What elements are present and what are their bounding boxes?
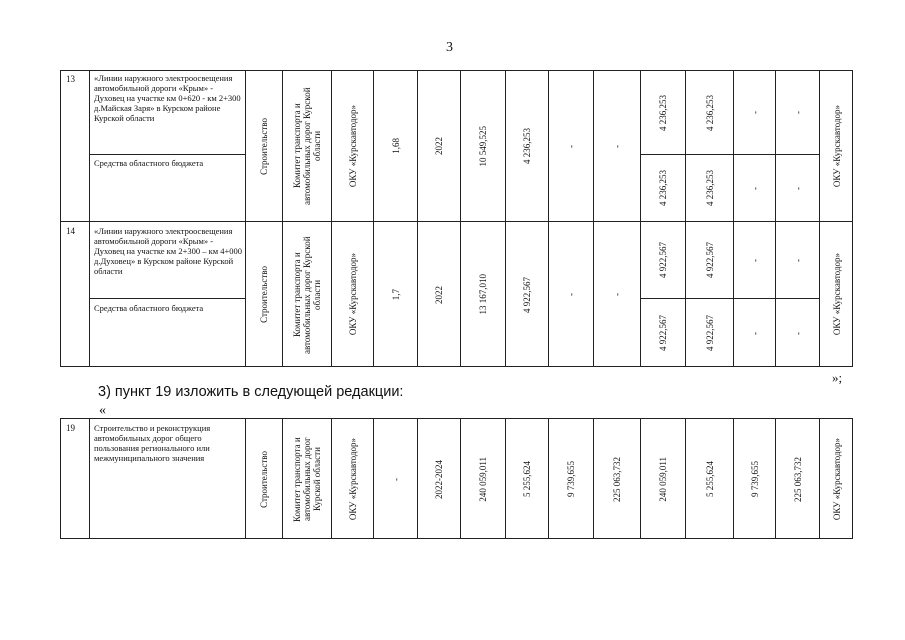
row19-type: Строительство [259,450,269,508]
row19-total-2: 5 255,624 [704,461,715,497]
row14-top-2: 4 922,567 [704,242,715,278]
row19-capacity: - [390,477,401,481]
row19-value-3: 225 063,732 [612,456,622,502]
row14-top-3: - [749,258,760,262]
row13-top-2: 4 236,253 [704,94,715,131]
opening-quote: « [99,403,106,418]
page-number: 3 [446,40,453,55]
row13-capacity: 1,68 [390,138,401,154]
row14-bottom-1: 4 922,567 [658,315,668,351]
row14-capacity: 1,7 [390,288,401,301]
row19-number: 19 [66,423,75,433]
row14-funding: Средства областного бюджета [94,303,204,313]
row13-bottom-2: 4 236,253 [704,170,715,206]
row13-top-4: - [792,111,803,114]
row13-value-3: - [612,144,622,148]
row13-funding: Средства областного бюджета [94,158,204,168]
row19-total-4: 225 063,732 [792,456,803,502]
row14-top-1: 4 922,567 [658,242,668,278]
row13-value-1: 4 236,253 [522,128,532,164]
row13-bottom-1: 4 236,253 [658,170,668,206]
row14-value-3: - [612,293,622,296]
row14-number: 14 [66,226,75,236]
row13-executor: ОКУ «Курскавтодор» [831,104,842,188]
row14-bottom-4: - [792,331,803,335]
row13-customer: Комитет транспорта и автомобильных дорог Курской области [292,87,322,205]
row19-total-3: 9 739,655 [749,461,760,497]
row14-top-4: - [792,258,803,262]
closing-quote: »; [832,370,843,385]
row14-customer: Комитет транспорта и автомобильных дорог Курской области [292,235,322,354]
row14-value-2: - [566,293,576,296]
row19-developer: ОКУ «Курскавтодор» [347,437,358,521]
row13-bottom-3: - [749,186,760,190]
row13-developer: ОКУ «Курскавтодор» [347,104,358,188]
row19-customer: Комитет транспорта и автомобильных дорог Курской области [292,436,322,522]
row19-value-2: 9 739,655 [566,461,576,497]
row19-executor: ОКУ «Курскавтодор» [831,437,842,521]
row13-value-2: - [566,144,576,148]
row19-total-1: 240 059,011 [658,456,668,502]
row14-developer: ОКУ «Курскавтодор» [347,253,358,336]
row19-cost: 240 059,011 [478,456,488,502]
row14-type: Строительство [259,266,269,323]
row14-value-1: 4 922,567 [522,276,532,313]
row13-number: 13 [66,74,75,84]
row14-executor: ОКУ «Курскавтодор» [831,253,842,336]
row14-bottom-2: 4 922,567 [704,315,715,351]
row14-years: 2022 [434,285,444,304]
row13-years: 2022 [434,137,444,155]
row19-description: Строительство и реконструкция автомобильных дорог общего пользования регионального или межмуниципального значения [94,423,211,463]
row13-description: «Линии наружного электроосвещения автомобильной дороги «Крым» - Духовец на участке км 0+620 - км 2+300 д.Майская Заря» в Курском районе Курской области [94,73,241,123]
row13-cost: 10 549,525 [478,125,488,167]
row19-years: 2022-2024 [434,459,444,499]
row14-bottom-3: - [749,331,760,335]
row19-value-1: 5 255,624 [522,461,532,497]
row13-top-3: - [749,111,760,114]
section-heading: 3) пункт 19 изложить в следующей редакции: [98,384,404,400]
row14-cost: 13 167,010 [478,274,488,315]
row13-type: Строительство [259,117,269,175]
row14-description: «Линии наружного электроосвещения автомобильной дороги «Крым» - Духовец на участке км 2+300 – км 4+000 д.Духовец» в Курском районе Курской области [94,226,243,276]
row13-bottom-4: - [792,186,803,190]
row13-top-1: 4 236,253 [658,94,668,131]
